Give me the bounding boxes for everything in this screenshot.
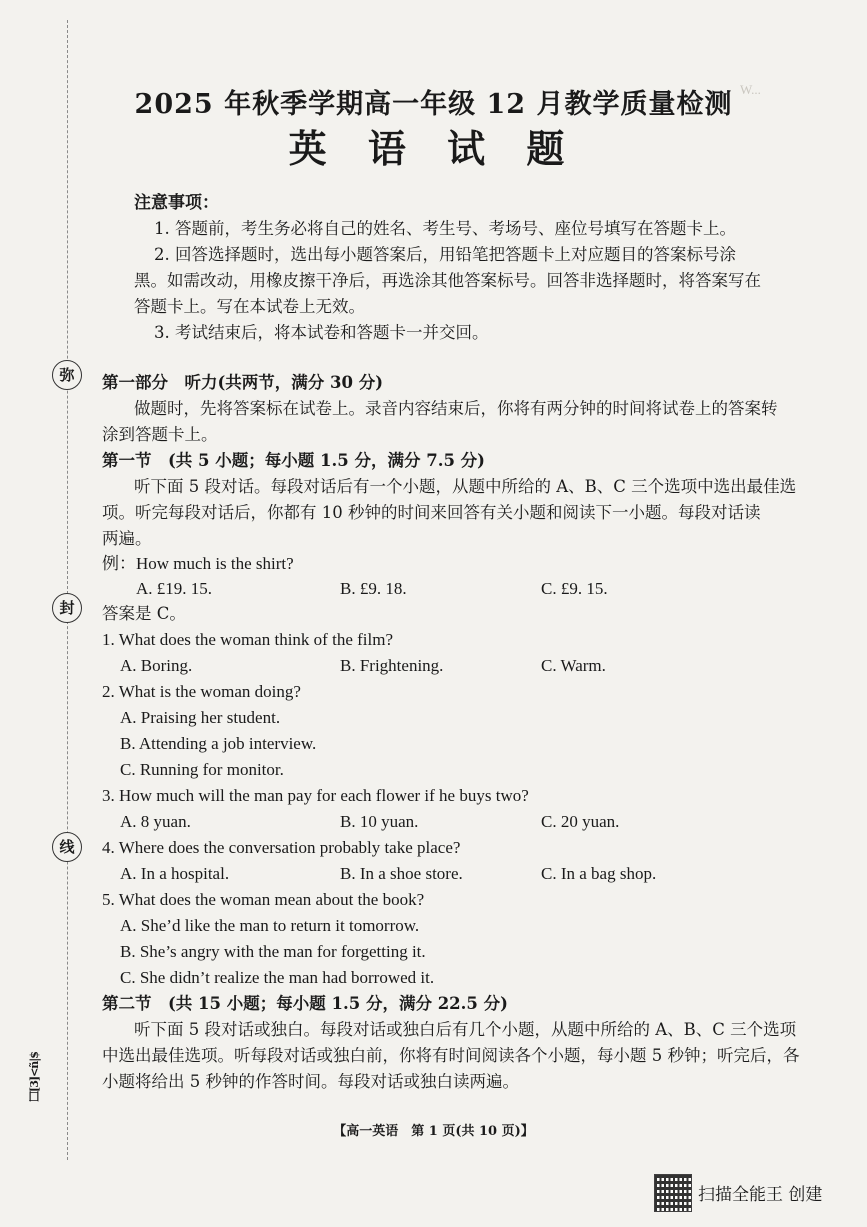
section-heading: 第一节 (共 5 小题；每小题 1.5 分，满分 7.5 分) — [102, 451, 485, 470]
section-heading: 第二节 (共 15 小题；每小题 1.5 分，满分 22.5 分) — [102, 994, 508, 1013]
notice-item: 黑。如需改动，用橡皮擦干净后，再选涂其他答案标号。回答非选择题时，将答案写在 — [134, 271, 761, 290]
option: C. 20 yuan. — [541, 812, 620, 831]
section-instructions: 中选出最佳选项。听每段对话或独白前，你将有时间阅读各个小题，每小题 5 秒钟；听完后，各 — [102, 1046, 800, 1065]
section-instructions: 项。听完每段对话后，你都有 10 秒钟的时间来回答有关小题和阅读下一小题。每段对话读 — [102, 503, 761, 522]
question: 2. What is the woman doing? — [102, 682, 301, 701]
option: C. In a bag shop. — [541, 864, 657, 883]
option: B. She’s angry with the man for forgetting it. — [120, 942, 426, 961]
option: B. Frightening. — [340, 656, 444, 675]
question: 4. Where does the conversation probably take place? — [102, 838, 461, 857]
option: C. She didn’t realize the man had borrowed it. — [120, 968, 435, 987]
section-instructions: 听下面 5 段对话。每段对话后有一个小题，从题中所给的 A、B、C 三个选项中选出最佳选 — [134, 477, 797, 496]
scanner-watermark: 扫描全能王 创建 — [698, 1185, 823, 1205]
option: C. Warm. — [541, 656, 606, 675]
section-instructions: 听下面 5 段对话或独白。每段对话或独白后有几个小题，从题中所给的 A、B、C 三个选项 — [134, 1020, 797, 1039]
part-intro: 涂到答题卡上。 — [102, 425, 218, 444]
question: 3. How much will the man pay for each flower if he buys two? — [102, 786, 529, 805]
part-intro: 做题时，先将答案标在试卷上。录音内容结束后，你将有两分钟的时间将试卷上的答案转 — [134, 399, 778, 418]
qr-code-icon — [654, 1174, 692, 1212]
section-instructions: 两遍。 — [102, 529, 152, 548]
question: 5. What does the woman mean about the book? — [102, 890, 425, 909]
notice-item: 1. 答题前，考生务必将自己的姓名、考生号、考场号、座位号填写在答题卡上。 — [154, 219, 736, 238]
side-tag: 囗[3]<ñ|$ — [28, 1052, 41, 1102]
part-heading: 第一部分 听力(共两节，满分 30 分) — [102, 373, 384, 392]
notice-heading: 注意事项： — [134, 193, 219, 213]
option: A. She’d like the man to return it tomorrow. — [120, 916, 420, 935]
notice-item: 3. 考试结束后，将本试卷和答题卡一并交回。 — [154, 323, 489, 342]
option: B. 10 yuan. — [340, 812, 419, 831]
section-instructions: 小题将给出 5 秒钟的作答时间。每段对话或独白读两遍。 — [102, 1072, 519, 1091]
binding-line — [67, 20, 68, 1160]
example-option: A. £19. 15. — [136, 579, 213, 598]
option: B. Attending a job interview. — [120, 734, 317, 753]
question: 1. What does the woman think of the film? — [102, 630, 393, 649]
seal-mark: 封 — [52, 593, 82, 623]
notice-item: 2. 回答选择题时，选出每小题答案后，用铅笔把答题卡上对应题目的答案标号涂 — [154, 245, 736, 264]
option: A. 8 yuan. — [120, 812, 191, 831]
example-question: 例：How much is the shirt? — [102, 554, 294, 573]
option: A. In a hospital. — [120, 864, 230, 883]
option: B. In a shoe store. — [340, 864, 463, 883]
example-option: C. £9. 15. — [541, 579, 608, 598]
page-footer: 【高一英语 第 1 页(共 10 页)】 — [333, 1124, 534, 1139]
example-option: B. £9. 18. — [340, 579, 407, 598]
option: A. Praising her student. — [120, 708, 281, 727]
bleed-through-text: W... — [740, 82, 761, 97]
seal-mark: 线 — [52, 832, 82, 862]
option: A. Boring. — [120, 656, 193, 675]
seal-mark: 弥 — [52, 360, 82, 390]
exam-title: 2025 年秋季学期高一年级 12 月教学质量检测 — [134, 89, 733, 120]
option: C. Running for monitor. — [120, 760, 284, 779]
example-answer: 答案是 C。 — [102, 604, 186, 623]
notice-item: 答题卡上。写在本试卷上无效。 — [134, 297, 365, 316]
subject-title: 英 语 试 题 — [288, 126, 579, 171]
